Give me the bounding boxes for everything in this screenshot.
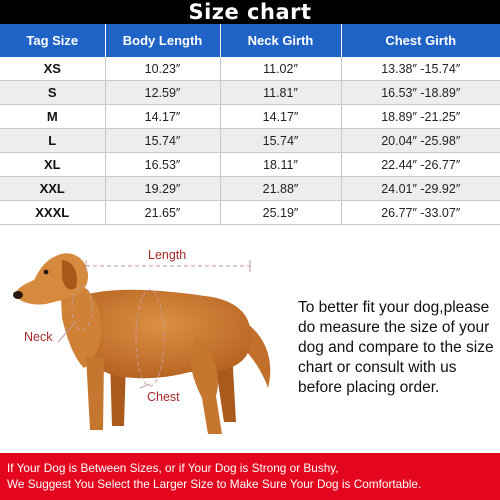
cell-tag-size: XL	[0, 153, 105, 177]
table-row	[0, 57, 500, 81]
header-chest-girth: Chest Girth	[341, 24, 500, 57]
cell-chest-girth: 20.04″ -25.98″	[341, 129, 500, 153]
header-tag-size: Tag Size	[0, 24, 105, 57]
table-row	[0, 177, 500, 201]
cell-chest-girth: 18.89″ -21.25″	[341, 105, 500, 129]
cell-body-length: 16.53″	[105, 153, 220, 177]
table-header-row	[0, 24, 500, 57]
neck-label: Neck	[24, 330, 53, 344]
cell-chest-girth: 24.01″ -29.92″	[341, 177, 500, 201]
table-row	[0, 81, 500, 105]
chest-label: Chest	[147, 390, 180, 404]
cell-tag-size: L	[0, 129, 105, 153]
cell-tag-size: XXL	[0, 177, 105, 201]
header-body-length: Body Length	[105, 24, 220, 57]
cell-tag-size: XS	[0, 57, 105, 81]
cell-neck-girth: 15.74″	[220, 129, 341, 153]
table-row	[0, 105, 500, 129]
cell-neck-girth: 14.17″	[220, 105, 341, 129]
table-row	[0, 129, 500, 153]
cell-chest-girth: 13.38″ -15.74″	[341, 57, 500, 81]
cell-body-length: 19.29″	[105, 177, 220, 201]
cell-body-length: 10.23″	[105, 57, 220, 81]
cell-neck-girth: 21.88″	[220, 177, 341, 201]
cell-body-length: 15.74″	[105, 129, 220, 153]
cell-body-length: 12.59″	[105, 81, 220, 105]
fit-instructions: To better fit your dog,please do measure the size of your dog and compare to the size chart or consult with us before placing order.	[298, 299, 494, 396]
size-chart-table	[0, 24, 500, 225]
header-neck-girth: Neck Girth	[220, 24, 341, 57]
cell-tag-size: M	[0, 105, 105, 129]
cell-body-length: 21.65″	[105, 201, 220, 225]
page-title: Size chart	[0, 0, 500, 24]
cell-neck-girth: 25.19″	[220, 201, 341, 225]
cell-chest-girth: 22.44″ -26.77″	[341, 153, 500, 177]
cell-tag-size: S	[0, 81, 105, 105]
length-label: Length	[148, 248, 187, 262]
cell-neck-girth: 11.81″	[220, 81, 341, 105]
advice-line-1: If Your Dog is Between Sizes, or if Your Dog is Strong or Bushy,	[7, 461, 339, 475]
size-advice-banner	[0, 453, 500, 500]
cell-chest-girth: 26.77″ -33.07″	[341, 201, 500, 225]
cell-chest-girth: 16.53″ -18.89″	[341, 81, 500, 105]
cell-body-length: 14.17″	[105, 105, 220, 129]
table-row	[0, 153, 500, 177]
cell-neck-girth: 18.11″	[220, 153, 341, 177]
cell-neck-girth: 11.02″	[220, 57, 341, 81]
table-row	[0, 201, 500, 225]
advice-line-2: We Suggest You Select the Larger Size to Make Sure Your Dog is Comfortable.	[7, 477, 422, 491]
dog-measurement-diagram	[0, 238, 290, 448]
cell-tag-size: XXXL	[0, 201, 105, 225]
